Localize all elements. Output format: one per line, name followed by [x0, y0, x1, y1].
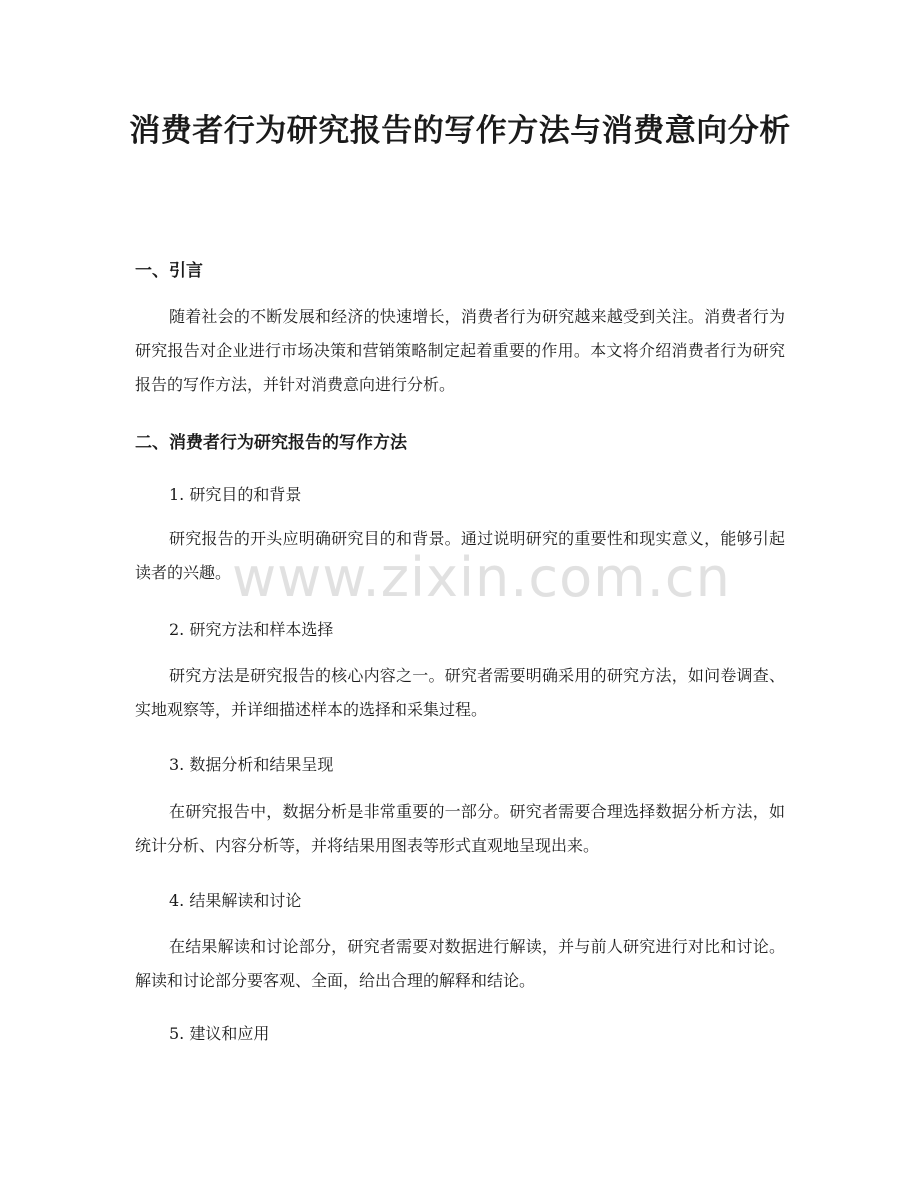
item-2-label: 2. 研究方法和样本选择	[169, 620, 334, 639]
item-4-paragraph: 在结果解读和讨论部分，研究者需要对数据进行解读，并与前人研究进行对比和讨论。解读和讨论部分要客观、全面，给出合理的解释和结论。	[135, 937, 785, 990]
method-heading: 二、消费者行为研究报告的写作方法	[135, 433, 407, 453]
document-title: 消费者行为研究报告的写作方法与消费意向分析	[129, 113, 791, 149]
item-1-paragraph: 研究报告的开头应明确研究目的和背景。通过说明研究的重要性和现实意义，能够引起读者的兴趣。	[135, 529, 785, 582]
watermark: www.zixin.com.cn	[232, 546, 731, 609]
item-4-label: 4. 结果解读和讨论	[169, 891, 302, 910]
item-1-label: 1. 研究目的和背景	[169, 485, 302, 504]
item-2-paragraph: 研究方法是研究报告的核心内容之一。研究者需要明确采用的研究方法，如问卷调查、实地观察等，并详细描述样本的选择和采集过程。	[135, 666, 785, 719]
intro-paragraph: 随着社会的不断发展和经济的快速增长，消费者行为研究越来越受到关注。消费者行为研究报告对企业进行市场决策和营销策略制定起着重要的作用。本文将介绍消费者行为研究报告的写作方法，并针对消费意向进行分析。	[135, 307, 785, 394]
item-5-label: 5. 建议和应用	[169, 1024, 270, 1043]
intro-heading: 一、引言	[135, 261, 203, 281]
item-3-label: 3. 数据分析和结果呈现	[169, 755, 334, 774]
item-3-paragraph: 在研究报告中，数据分析是非常重要的一部分。研究者需要合理选择数据分析方法，如统计分析、内容分析等，并将结果用图表等形式直观地呈现出来。	[135, 802, 785, 855]
